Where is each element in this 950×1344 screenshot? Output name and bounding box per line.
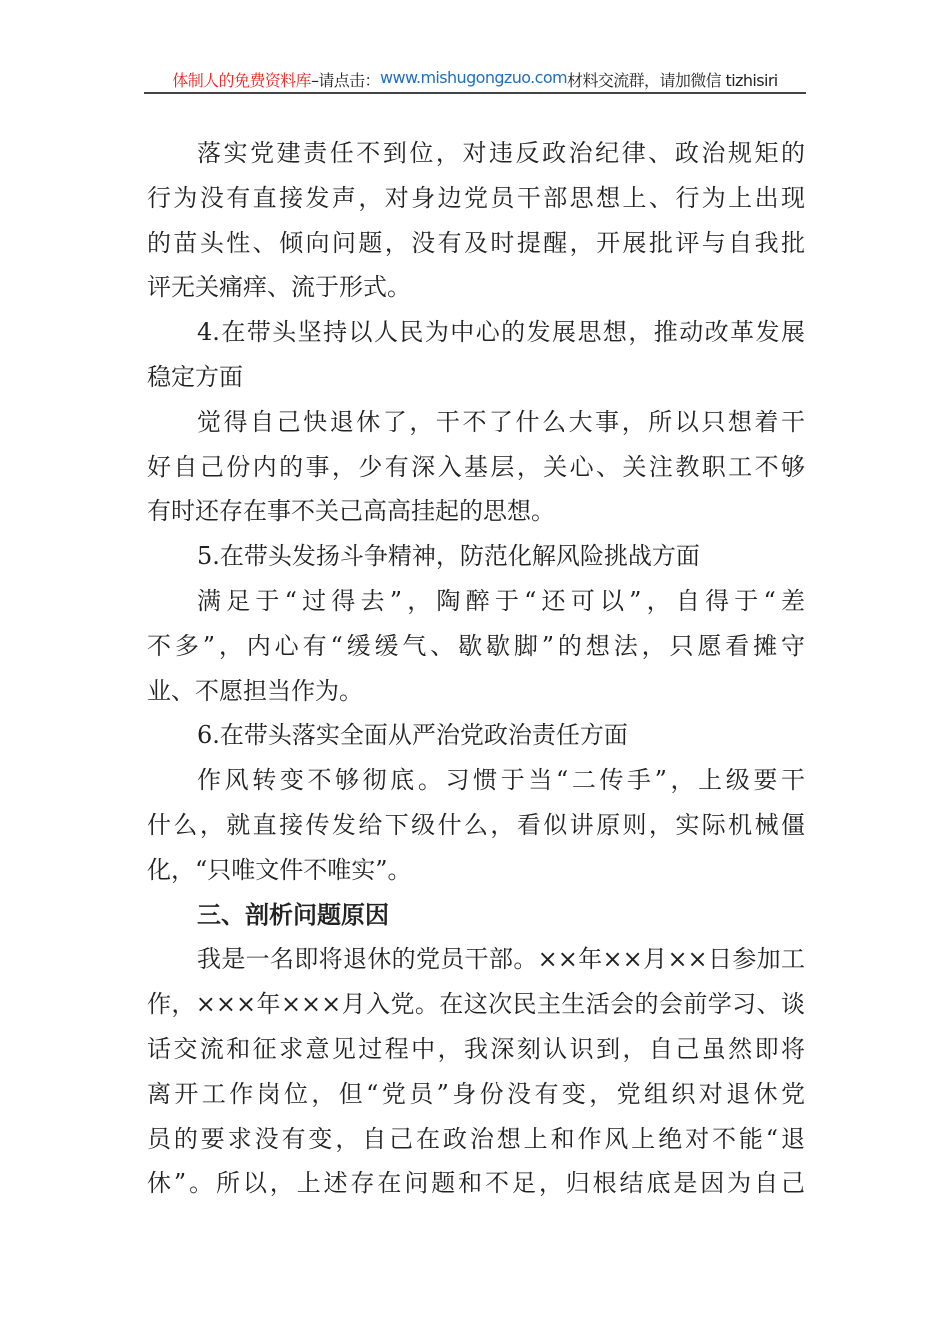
document-body: [147, 131, 805, 1206]
text-line: 6.在带头落实全面从严治党政治责任方面: [197, 721, 628, 750]
text-line: 落实党建责任不到位，对违反政治纪律、政治规矩的: [197, 139, 805, 167]
page-header: [144, 68, 806, 94]
header-url-link[interactable]: www.mishugongzuo.com: [379, 68, 568, 87]
section-heading: 三、剖析问题原因: [197, 900, 389, 929]
header-prompt: –请点击：: [310, 71, 380, 90]
text-line: 我是一名即将退休的党员干部。××年××月××日参加工: [197, 945, 805, 974]
text-line: 话交流和征求意见过程中，我深刻认识到，自己虽然即将: [147, 1034, 805, 1063]
text-line: 觉得自己快退休了，干不了什么大事，所以只想着干: [197, 407, 805, 436]
header-brand: 体制人的免费资料库: [172, 71, 311, 90]
text-line: 有时还存在事不关己高高挂起的思想。: [147, 497, 555, 526]
header-note: 材料交流群，请加微信 tizhisiri: [567, 71, 778, 90]
text-line: 好自己份内的事，少有深入基层，关心、关注教职工不够: [147, 452, 805, 481]
text-line: 稳定方面: [147, 362, 243, 391]
text-line: 的苗头性、倾向问题，没有及时提醒，开展批评与自我批: [147, 228, 805, 257]
text-line: 什么，就直接传发给下级什么，看似讲原则，实际机械僵: [147, 810, 805, 839]
text-line: 离开工作岗位，但“党员”身份没有变，党组织对退休党: [147, 1079, 805, 1108]
text-line: 员的要求没有变，自己在政治想上和作风上绝对不能“退: [147, 1124, 805, 1153]
text-line: 4.在带头坚持以人民为中心的发展思想，推动改革发展: [197, 318, 805, 347]
text-line: 不多”，内心有“缓缓气、歇歇脚”的想法，只愿看摊守: [147, 631, 805, 660]
text-line: 业、不愿担当作为。: [147, 676, 363, 705]
text-line: 休”。所以，上述存在问题和不足，归根结底是因为自己: [147, 1169, 805, 1198]
text-line: 行为没有直接发声，对身边党员干部思想上、行为上出现: [147, 183, 805, 212]
text-line: 评无关痛痒、流于形式。: [147, 273, 411, 302]
text-line: 作风转变不够彻底。习惯于当“二传手”，上级要干: [197, 766, 805, 795]
text-line: 满足于“过得去”，陶醉于“还可以”，自得于“差: [197, 586, 805, 615]
text-line: 作，×××年×××月入党。在这次民主生活会的会前学习、谈: [147, 990, 805, 1019]
text-line: 化，“只唯文件不唯实”。: [147, 855, 412, 884]
text-line: 5.在带头发扬斗争精神，防范化解风险挑战方面: [197, 542, 700, 571]
